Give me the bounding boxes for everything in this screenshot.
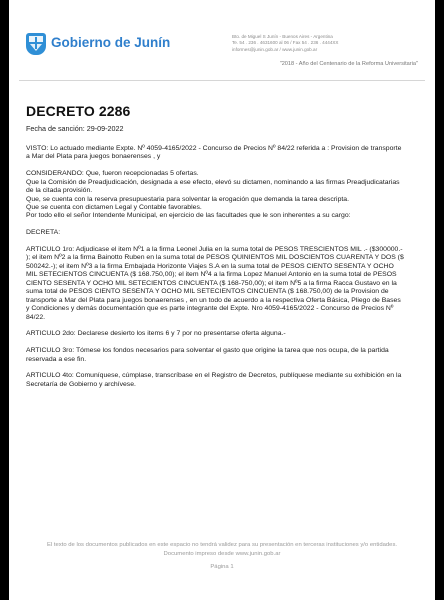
contact-line: Te. 54 . 236 . 4631600 al 06 / Fax 54 . 236 . 4444XX [232,40,339,46]
text-line: Que la Comisión de Preadjudicación, designada a ese efecto, elevó su dictamen, nominando a las firmas Preadjudicatarias [26,178,400,186]
decreta-heading: DECRETA: [26,229,61,237]
text-line: y Condiciones y demás documentación que es parte integrante del Expte. Nro 4059-4165/2022 - Concurso de Precios Nº [26,305,394,313]
text-line: ARTICULO 4to: Comuníquese, cúmplase, transcríbase en el Registro de Decretos, publíquese mediante su exhibición en la [26,372,402,380]
document-body [26,145,417,398]
sanction-date: Fecha de sanción: 29-09-2022 [26,124,124,133]
text-line: ARTICULO 3ro: Tómese los fondos necesarios para solventar el gasto que origine la tarea que nos ocupa, de la partida [26,347,389,355]
text-line: a Mar del Plata para juegos bonaerenses , y [26,153,161,161]
text-line: transporte a Mar del Plata para juegos bonaerenses , en un todo de acuerdo a la respectiva Oferta Básica, Pliego de Bases [26,296,401,304]
text-line: CIENTO SESENTA Y OCHO MIL SETECIENTOS CINCUENTA ($ 168-750,00); el item Nº5 a la firma Racca Gustavo en la [26,279,397,287]
brand-name: Gobierno de Junín [51,35,171,50]
articulo-1 [26,246,417,322]
text-line: CONSIDERANDO: Que, fueron recepcionadas 5 ofertas. [26,170,199,178]
letterhead [9,28,435,72]
text-line: de la citada provisión. [26,187,93,195]
text-line: 84/22. [26,313,46,321]
visto-paragraph [26,145,417,162]
articulo-2 [26,330,417,338]
text-line: Por todo ello el señor Intendente Municipal, en ejercicio de las facultades que le son inherentes a su cargo: [26,212,351,220]
text-line: ARTICULO 2do: Declarese desierto los items 6 y 7 por no presentarse oferta alguna.- [26,330,286,338]
text-line: Que se cuenta con dictamen Legal y Contable favorables. [26,204,202,212]
text-line: reservada a ese fin. [26,355,87,363]
page-number: Página 1 [210,564,234,571]
considerando-paragraph [26,170,417,221]
text-line: 500242.-); el item Nº3 a la firma Embajada Horizonte Viajes S.A en la suma total de PESOS CIENTO SESENTA Y OCHO [26,262,394,270]
right-dark-border [435,0,444,600]
text-line: ); el item Nº2 a la firma Bainotto Ruben en la suma total de PESOS QUINIENTOS MIL DOSCIENTOS CUARENTA Y DOS ($ [26,254,404,262]
text-line: VISTO: Lo actuado mediante Expte. Nº 4059-4165/2022 - Concurso de Precios Nº 84/22 referida a : Provision de transporte [26,145,402,152]
left-dark-border [0,0,9,600]
text-line: Que, se cuenta con la reserva presupuestaria para solventar la erogación que demanda la tarea descripta. [26,195,349,203]
articulo-4 [26,372,417,389]
contact-line: Bto. de Miguel S Junín - Buenos Aires - Argentina [232,34,333,39]
junin-shield-logo-icon [26,33,46,55]
printed-from: Documento impreso desde www.junin.gob.ar [163,550,281,557]
year-motto: "2018 - Año del Centenario de la Reforma Universitaria" [279,61,418,67]
document-page [9,0,435,600]
text-line: MIL SETECIENTOS CINCUENTA ($ 168.750,00); el item Nº4 a la firma Lopez Manuel Antonio en la suma total de PESOS [26,271,397,279]
text-line: suma total de PESOS CIENTO SESENTA Y OCHO MIL SETECIENTOS CINCUENTA ($ 168.750,00) de la Provision de [26,288,389,296]
articulo-3 [26,347,417,364]
validity-note: El texto de los documentos publicados en este espacio no tendrá validez para su presentación en terceras instituciones y/o entidades. [46,542,398,548]
document-title: DECRETO 2286 [26,103,131,119]
contact-info [232,34,432,53]
contact-line: informes@junin.gob.ar / www.junin.gob.ar [232,46,318,52]
page-footer [19,541,425,572]
header-divider [19,80,425,81]
text-line: Secretaría de Gobierno y archívese. [26,380,136,388]
text-line: ARTICULO 1ro: Adjudicase el item Nº1 a la firma Leonel Julia en la suma total de PESOS TRESCIENTOS MIL .- ($300000.- [26,245,403,253]
